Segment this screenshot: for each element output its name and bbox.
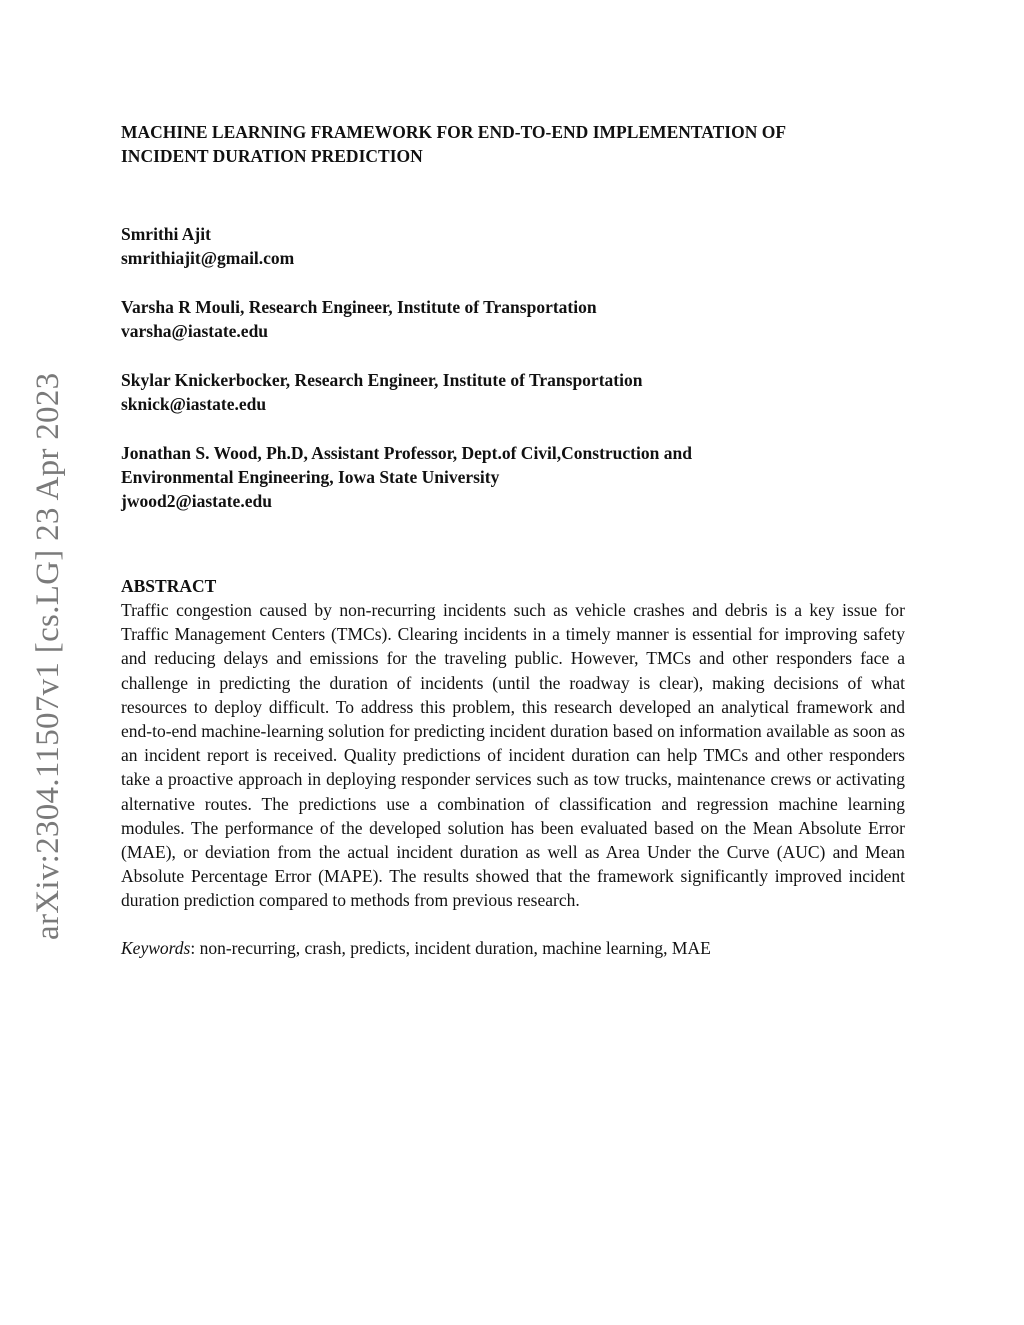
author-name: Varsha R Mouli, Research Engineer, Institute of Transportation bbox=[121, 297, 597, 317]
author-email[interactable]: varsha@iastate.edu bbox=[121, 321, 269, 341]
keywords-list: : non-recurring, crash, predicts, incident duration, machine learning, MAE bbox=[190, 937, 711, 958]
paper-title-line-2: INCIDENT DURATION PREDICTION bbox=[121, 146, 423, 166]
paper-title bbox=[121, 120, 905, 168]
abstract-section bbox=[121, 574, 905, 913]
author-block bbox=[121, 295, 905, 343]
author-email[interactable]: sknick@iastate.edu bbox=[121, 394, 267, 414]
arxiv-identifier-stamp: arXiv:2304.11507v1 [cs.LG] 23 Apr 2023 bbox=[30, 372, 66, 940]
keywords-label: Keywords bbox=[121, 937, 191, 958]
keywords-line bbox=[121, 936, 905, 960]
author-email[interactable]: jwood2@iastate.edu bbox=[121, 491, 272, 511]
abstract-heading: ABSTRACT bbox=[121, 576, 217, 596]
author-affiliation: Environmental Engineering, Iowa State University bbox=[121, 467, 500, 487]
author-email[interactable]: smrithiajit@gmail.com bbox=[121, 248, 295, 268]
author-list bbox=[121, 222, 905, 513]
author-block bbox=[121, 222, 905, 270]
author-name: Smrithi Ajit bbox=[121, 224, 211, 244]
author-name: Skylar Knickerbocker, Research Engineer, Institute of Transportation bbox=[121, 370, 643, 390]
paper-title-line-1: MACHINE LEARNING FRAMEWORK FOR END-TO-END IMPLEMENTATION OF bbox=[121, 122, 787, 142]
paper-first-page bbox=[121, 120, 905, 960]
abstract-body: Traffic congestion caused by non-recurring incidents such as vehicle crashes and debris is a key issue for Traffic Management Centers (TMCs). Clearing incidents in a timely manner is essential for improving safety and reducing delays and emissions for the traveling public. However, TMCs and other responders face a challenge in predicting the duration of incidents (until the roadway is clear), making decisions of what resources to deploy difficult. To address this problem, this research developed an analytical framework and end-to-end machine-learning solution for predicting incident duration based on information available as soon as an incident report is received. Quality predictions of incident duration can help TMCs and other responders take a proactive approach in deploying responder services such as tow trucks, maintenance crews or activating alternative routes. The predictions use a combination of classification and regression machine learning modules. The performance of the developed solution has been evaluated based on the Mean Absolute Error (MAE), or deviation from the actual incident duration as well as Area Under the Curve (AUC) and Mean Absolute Percentage Error (MAPE). The results showed that the framework significantly improved incident duration prediction compared to methods from previous research. bbox=[121, 600, 905, 911]
author-block bbox=[121, 441, 905, 513]
author-block bbox=[121, 368, 905, 416]
author-name: Jonathan S. Wood, Ph.D, Assistant Professor, Dept.of Civil,Construction and bbox=[121, 443, 692, 463]
